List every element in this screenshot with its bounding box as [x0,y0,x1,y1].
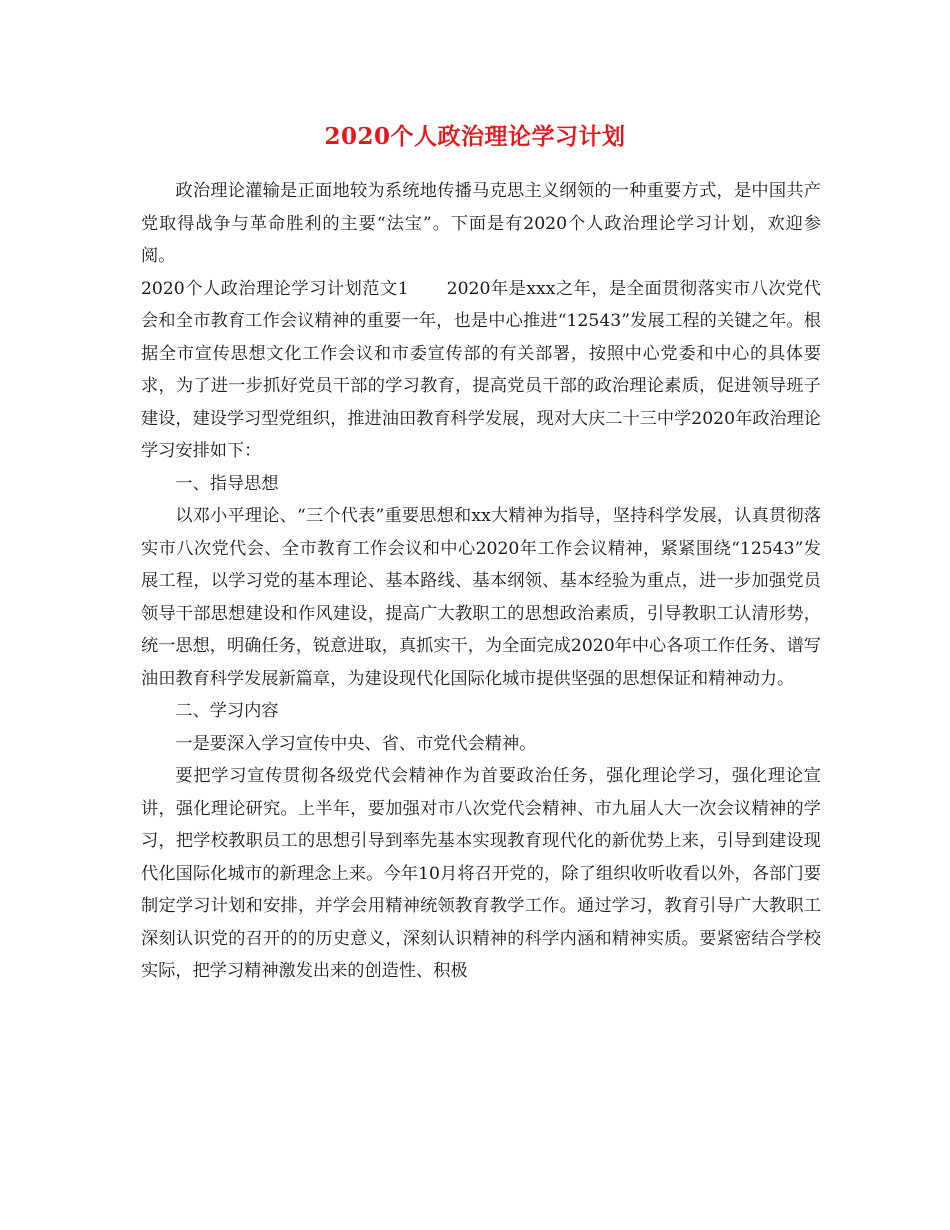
study-content-paragraph: 要把学习宣传贯彻各级党代会精神作为首要政治任务，强化理论学习，强化理论宣讲，强化理论研究。上半年，要加强对市八次党代会精神、市九届人大一次会议精神的学习，把学校教职员工的思想引导到率先基本实现教育现代化的新优势上来，引导到建设现代化国际化城市的新理念上来。今年10月将召开党的，除了组织收听收看以外，各部门要制定学习计划和安排，并学会用精神统领教育教学工作。通过学习，教育引导广大教职工深刻认识党的召开的的历史意义，深刻认识精神的科学内涵和精神实质。要紧密结合学校实际，把学习精神激发出来的创造性、积极 [141,766,821,981]
sample-label: 2020个人政治理论学习计划范文1 [141,278,409,299]
document-title: 2020个人政治理论学习计划 [324,123,626,150]
guiding-ideology-paragraph: 以邓小平理论、“三个代表”重要思想和xx大精神为指导，坚持科学发展，认真贯彻落实市八次党代会、全市教育工作会议和中心2020年工作会议精神，紧紧围绕“12543”发展工程，以学习党的基本理论、基本路线、基本纲领、基本经验为重点，进一步加强党员领导干部思想建设和作风建设，提高广大教职工的思想政治素质，引导教职工认清形势，统一思想，明确任务，锐意进取，真抓实干，为全面完成2020年中心各项工作任务、谱写油田教育科学发展新篇章，为建设现代化国际化城市提供坚强的思想保证和精神动力。 [141,506,821,689]
section-heading-guiding-ideology: 一、指导思想 [175,473,279,494]
section-heading-study-content: 二、学习内容 [175,701,279,721]
intro-paragraph: 政治理论灌输是正面地较为系统地传播马克思主义纲领的一种重要方式，是中国共产党取得战争与革命胜利的主要“法宝”。下面是有2020个人政治理论学习计划，欢迎参阅。 [141,181,821,266]
study-content-subheading: 一是要深入学习宣传中央、省、市党代会精神。 [175,733,537,754]
sample-paragraph [141,273,821,468]
document-body [141,175,821,988]
sample-text: 2020年是xxx之年，是全面贯彻落实市八次党代会和全市教育工作会议精神的重要一年，也是中心推进“12543”发展工程的关键之年。根据全市宣传思想文化工作会议和市委宣传部的有关部署，按照中心党委和中心的具体要求，为了进一步抓好党员干部的学习教育，提高党员干部的政治理论素质，促进领导班子建设，建设学习型党组织，推进油田教育科学发展，现对大庆二十三中学2020年政治理论学习安排如下： [141,278,821,461]
